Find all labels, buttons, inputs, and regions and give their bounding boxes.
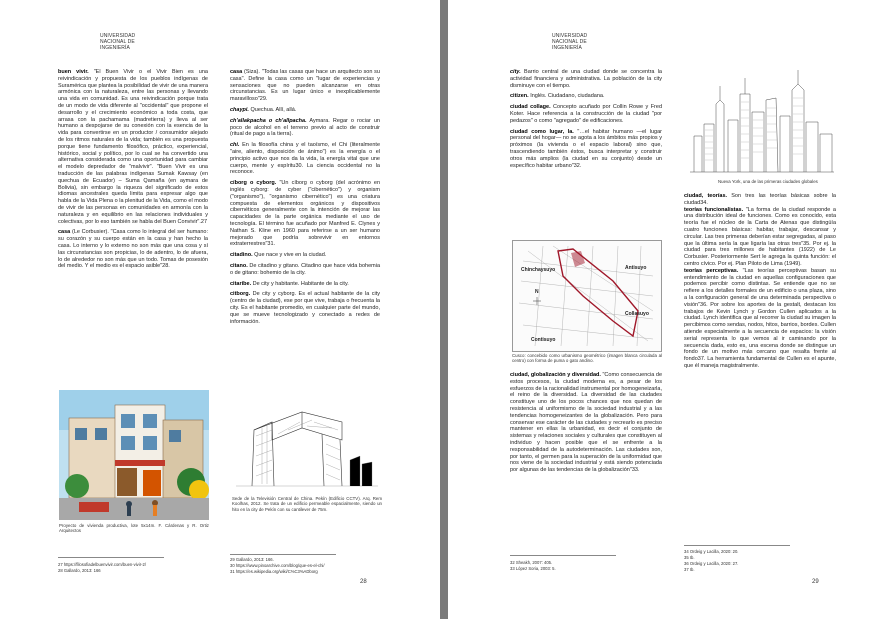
- entry-text: (Le Corbusier). "Casa como lo integral del ser humano: su corazón y su cuerpo están en la casa y han hecho la casa. Lo interno y lo externo no son más que una cosa y sí las circunstancias son propicias, lo de adentro, lo de afuera, lo de alrededor no son más que un todo. Tomas de posesión del medio. Y el medio es el espacio asible"28.: [58, 229, 209, 270]
- entry-term: ciudad como lugar, la.: [510, 128, 574, 135]
- entry-text: Aymara. Regar o rociar un poco de alcohol en el terreno previo al acto de construir (ritual de pago a la tierra).: [230, 117, 380, 138]
- new-york-caption: Nueva York, una de las primeras ciudades globales: [718, 179, 818, 184]
- entry-term: ciudad, teorías.: [684, 193, 728, 199]
- footnote: 37 Ib.: [684, 567, 695, 572]
- right-column-2: [684, 193, 836, 374]
- entry-term: citborg.: [230, 291, 251, 298]
- university-header: [552, 33, 587, 51]
- header-line: INGENIERÍA: [552, 45, 582, 51]
- cctv-building-sketch: [232, 400, 382, 492]
- footnote: 33 López Soria, 2003: 5.: [510, 566, 556, 571]
- entry-term: citadino.: [230, 252, 253, 259]
- housing-figure-caption: Proyecto de vivienda productiva, lote 5x14m. F. Cárdenas y R. Ortiz Arquitectos: [59, 523, 209, 534]
- entry-text: "El Buen Vivir o el Vivir Bien es una reivindicación y propuesta de los pueblos indígenas de Suramérica que plantea la posibilidad de vivir de una manera armónica con la naturaleza, entre las personas y llevando una vida en comunidad. Es una reivindicación porque trata de un modo de vida diferente al "occidental" que propone el desarrollo y el crecimiento económico a toda costa, que arrasa con la pachamama (madretierra) y lleva al ser humano a despojarse de su conexión con la esencia de la vida para convertirse en un productor / consumidor alejado de los ritmos naturales de la vida; también es una propuesta porque tiene fundamento filosófico, práctico, experiencial, histórico, social y político, por lo cual se ha convertido una alternativa considerada como una oportunidad para cambiar el modelo depredador de "malvivir". "Buen Vivir es una traducción de las palabras indígenas Sumak Kawsay (en quechua de Ecuador) – Suma Qamaña (en aymara de Bolivia), sin embargo la riqueza del significado de estos idiomas ancestrales queda limita para expresar algo que habla de la Vida Plena o la plenitud de la Vida, como el modo de vivir de las personas en comunidades en armonía con la naturaleza y en equilibrio en las relaciones individuales y colectivas, por lo eso también se habla del Buen Convivir".27: [58, 69, 208, 225]
- cctv-figure-caption: Sede de la Televisión Central de China. Pekín (Edificio CCTV). Arq. Rem Koolhas, 2012. Se trata de un edificio permeable espacialmente, siendo un hito en la city de Pekín con su cantilever de 75m.: [232, 496, 382, 512]
- header-line: NACIONAL DE: [100, 39, 135, 45]
- footnote: 28 Gallardo, 2013: 166: [58, 568, 101, 573]
- page-number: 29: [812, 579, 819, 585]
- entry-text: "Las teorías perceptivas basan su entendimiento de la ciudad en aquellas configuraciones que podemos percibir como distintas. Se entiende que no se refiere a los detalles formales de un edificio o una plaza, sino a la configuración general de una determinada perspectiva o visión"36. Por sobre los aportes de la gestalt, destacan los trabajos de Kevin Lynch y Gordon Cullen aplicados a la ciudad. Lynch identifica que al recorrer la ciudad su imagen la percibimos como sendas, nodos, hitos, barrios, bordes. Cullen atiende especialmente a la secuencia de espacios: la visión serial representa lo que vemos al ir caminando por la secuencia dada, esto es, una escena donde se distingue un fondo de un motivo más cercano que resalta frente al fondo37. La herramienta fundamental de Cullen es el apunte, que él maneja magistralmente.: [684, 267, 836, 369]
- right-column-1-bottom: [510, 372, 662, 478]
- map-label-collasuyo: Collasuyo: [625, 311, 649, 317]
- university-header: [100, 33, 135, 51]
- entry-text: Que nace y vive en la ciudad.: [254, 252, 327, 259]
- entry-text: Inglés. Ciudadano, ciudadana.: [530, 93, 605, 100]
- entry-text: Son tres las teorías básicas sobre la ciudad34.: [684, 193, 836, 206]
- footnote: 29 Gallardo, 2013: 166.: [230, 557, 274, 562]
- entry-text: "Como consecuencia de estos procesos, la ciudad moderna es, a pesar de los esfuerzos de la racionalidad instrumental por homogeneizarla, el reino de la diversidad. La diversidad de las ciudades constituye uno de los pocos chances que nos quedan de resistencia al uniformismo de la sociedad industrial y a las tendencias homogeneizantes de la globalización. Pero para conservar ese carácter de las ciudades y recrearlo es preciso mantener en ellas la urbanidad, es decir el conjunto de sistemas y relaciones sociales y culturales que constituyen al individuo y hacen posible que el se enfrente a la responsabilidad de la autodeterminación. Las ciudades son, por tanto, el germen para la superación de la uniformidad que nos viene de la sociedad industrial y está siendo potenciada por algunas de las tendencias de la globalización"33.: [510, 372, 662, 474]
- entry-globalizacion: [510, 372, 662, 474]
- entry-text: "…el habitar humano —el lugar personal del hogar— no se agota a los ámbitos más propios y próximos (la vivienda o el espacio laboral) sino que, trascendiendo también éstos, busca interpretar y construir otros más amplios (la ciudad en su conjunto) desde un específico habitar urbano"32.: [510, 128, 662, 169]
- entry-buen-vivir: [58, 69, 208, 225]
- cctv-sketch-icon: [232, 400, 382, 492]
- left-column-2: [230, 69, 380, 329]
- entry-citaribe: [230, 281, 380, 288]
- entry-text: "Un cíborg o cyborg (del acrónimo en inglés cyborg: de cyber ("cibernético") y organism ("organismo"), "organismo cibernético") es una criatura compuesta de elementos orgánicos y dispositivos cibernéticos generalmente con la intención de mejorar las capacidades de la parte orgánica mediante el uso de tecnología. El término fue acuñado por Manfred E. Clynes y Nathan S. Kline en 1960 para referirse a un ser humano mejorado que podría sobrevivir en entornos extraterrestres"31.: [230, 180, 381, 248]
- entry-text: De city y habitante. Habitante de la city.: [252, 280, 349, 287]
- entry-citborg: [230, 291, 380, 325]
- header-line: UNIVERSIDAD: [552, 33, 588, 39]
- footnote: 31 https://es.wikipedia.org/wiki/C%C3%ADborg: [230, 569, 318, 574]
- entry-text: Barrio central de una ciudad donde se concentra la actividad financiera y administrativa. La población de la city disminuye con el tiempo.: [510, 69, 662, 89]
- map-north-label: N: [535, 289, 539, 295]
- left-page: [0, 0, 440, 619]
- page-number: 28: [360, 579, 367, 585]
- new-york-sketch: [686, 64, 838, 178]
- footnote-rule: [58, 557, 164, 558]
- entry-term: citano.: [230, 262, 248, 269]
- entry-term: teorías funcionalistas.: [684, 206, 744, 213]
- footnotes-left-col2: [230, 557, 380, 575]
- entry-term: casa: [58, 229, 71, 236]
- entry-ciudad-teorias: [684, 193, 836, 207]
- entry-citadino: [230, 252, 380, 259]
- footnotes-right-col2: [684, 549, 834, 573]
- header-line: UNIVERSIDAD: [100, 33, 136, 39]
- entry-casa-le-corbusier: [58, 229, 208, 270]
- entry-chi: [230, 142, 380, 176]
- footnote-rule: [510, 555, 616, 556]
- entry-term: cíborg o cyborg.: [230, 180, 277, 187]
- footnote-rule: [230, 554, 336, 555]
- entry-text: (Siza). "Todas las casas que hace un arquitecto son su casa". Define la casa como un "lugar de experiencias y sensaciones que no pueden alcanzarse en otras circunstancias. Es un lugar único e inexplicablemente maravilloso"29.: [230, 69, 380, 103]
- footnote: 32 Sheakh, 2007: 405.: [510, 560, 553, 565]
- entry-text: "La forma de la ciudad responde a una distribución ideal de funciones. Como es conocido, esta teoría fue el núcleo de la Carta de Atenas que distingüía cuatro funciones básicas: habitar, trabajar, descansar y circular. Las tres primeras deberían estar segregadas, al paso que la última sería la que ligaría las otras tres"35. Por ej. la ciudad para tres millones de habitantes (1922) de Le Corbusier. Posteriormente Sert le agrega la quinta función: el centro cívico. Por ej. Plan Piloto de Lima (1949).: [684, 206, 836, 267]
- housing-project-illustration: [59, 390, 209, 520]
- new-york-sketch-icon: [686, 64, 838, 178]
- left-column-1: [58, 69, 208, 274]
- entry-challakpacha: [230, 118, 380, 138]
- entry-term: citaribe.: [230, 280, 252, 287]
- entry-term: ciudad collage.: [510, 104, 551, 111]
- entry-citano: [230, 263, 380, 277]
- entry-term: chi.: [230, 142, 240, 149]
- entry-text: De citadino y gitano. Citadino que hace vida bohemia o de gitano: bohemio de la city.: [230, 262, 380, 276]
- entry-text: En la filosofía china y el taoísmo, el Chi (literalmente "aire, aliento, disposición de ánimo") es la energía o el principio activo que nos da la vida, la energía vital que une cuerpo, mente y espíritu30. La ciencia occidental no la reconoce.: [230, 142, 381, 176]
- footnote-rule: [684, 545, 790, 546]
- entry-teorias-perceptivas: [684, 268, 836, 370]
- entry-term: chaypi.: [230, 106, 249, 113]
- footnotes-left-col1: [58, 562, 208, 574]
- entry-teorias-funcionalistas: [684, 207, 836, 268]
- entry-chaypi: [230, 107, 380, 114]
- footnote: 27 https://filosofiadelbuenvivir.com/buen-vivir-2/: [58, 562, 146, 567]
- footnote: 36 Ordeig y Lacilla, 2020: 27.: [684, 561, 739, 566]
- entry-term: teorías perceptivas.: [684, 267, 739, 274]
- entry-casa-siza: [230, 69, 380, 103]
- entry-city: [510, 69, 662, 89]
- entry-cyborg: [230, 180, 380, 248]
- entry-term: casa: [230, 69, 243, 75]
- entry-text: De city y cyborg. Es el actual habitante de la city (centro de la ciudad), ese por que vive, trabaja o frecuenta la city. Es el habitante promedio, en cualquier parte del mundo, que se mueve tecnologizado y conectado a redes de información.: [230, 291, 380, 325]
- entry-ciudad-collage: [510, 104, 662, 124]
- header-line: INGENIERÍA: [100, 45, 130, 51]
- footnote: 35 Ib.: [684, 555, 695, 560]
- cusco-map: [512, 240, 662, 352]
- entry-text: Quechua. Allí, allá.: [250, 106, 297, 113]
- cusco-map-caption: Cusco: concebido como urbanismo geométrico (imagen blanca circulada al centro) con forma de puma o gato andino.: [512, 353, 662, 364]
- right-page: [448, 0, 890, 619]
- entry-term: city.: [510, 69, 521, 75]
- entry-text: Concepto acuñado por Collin Rowe y Fred Koter. Hace referencia a la construcción de la ciudad "por pedazos" o como "agregado" de edificaciones.: [510, 104, 663, 124]
- footnote: 34 Ordeig y Lacilla, 2020: 20.: [684, 549, 739, 554]
- entry-term: ch'allakpacha o ch'allpacha.: [230, 117, 307, 124]
- cusco-map-icon: [513, 241, 661, 351]
- entry-citizen: [510, 93, 662, 100]
- footnote: 30 https://www.pinoarchive.com/blog/que-es-el-chi/: [230, 563, 325, 568]
- entry-term: citizen.: [510, 93, 529, 100]
- map-label-antisuyo: Antisuyo: [625, 265, 647, 271]
- map-label-chinchaysuyo: Chinchaysuyo: [521, 267, 556, 273]
- housing-illustration-icon: [59, 390, 209, 520]
- map-label-contisuyo: Contisuyo: [531, 337, 556, 343]
- header-line: NACIONAL DE: [552, 39, 587, 45]
- entry-ciudad-como-lugar: [510, 129, 662, 170]
- right-column-1-top: [510, 69, 662, 173]
- footnotes-right-col1: [510, 560, 660, 572]
- entry-term: buen vivir.: [58, 69, 89, 75]
- entry-term: ciudad, globalización y diversidad.: [510, 372, 601, 378]
